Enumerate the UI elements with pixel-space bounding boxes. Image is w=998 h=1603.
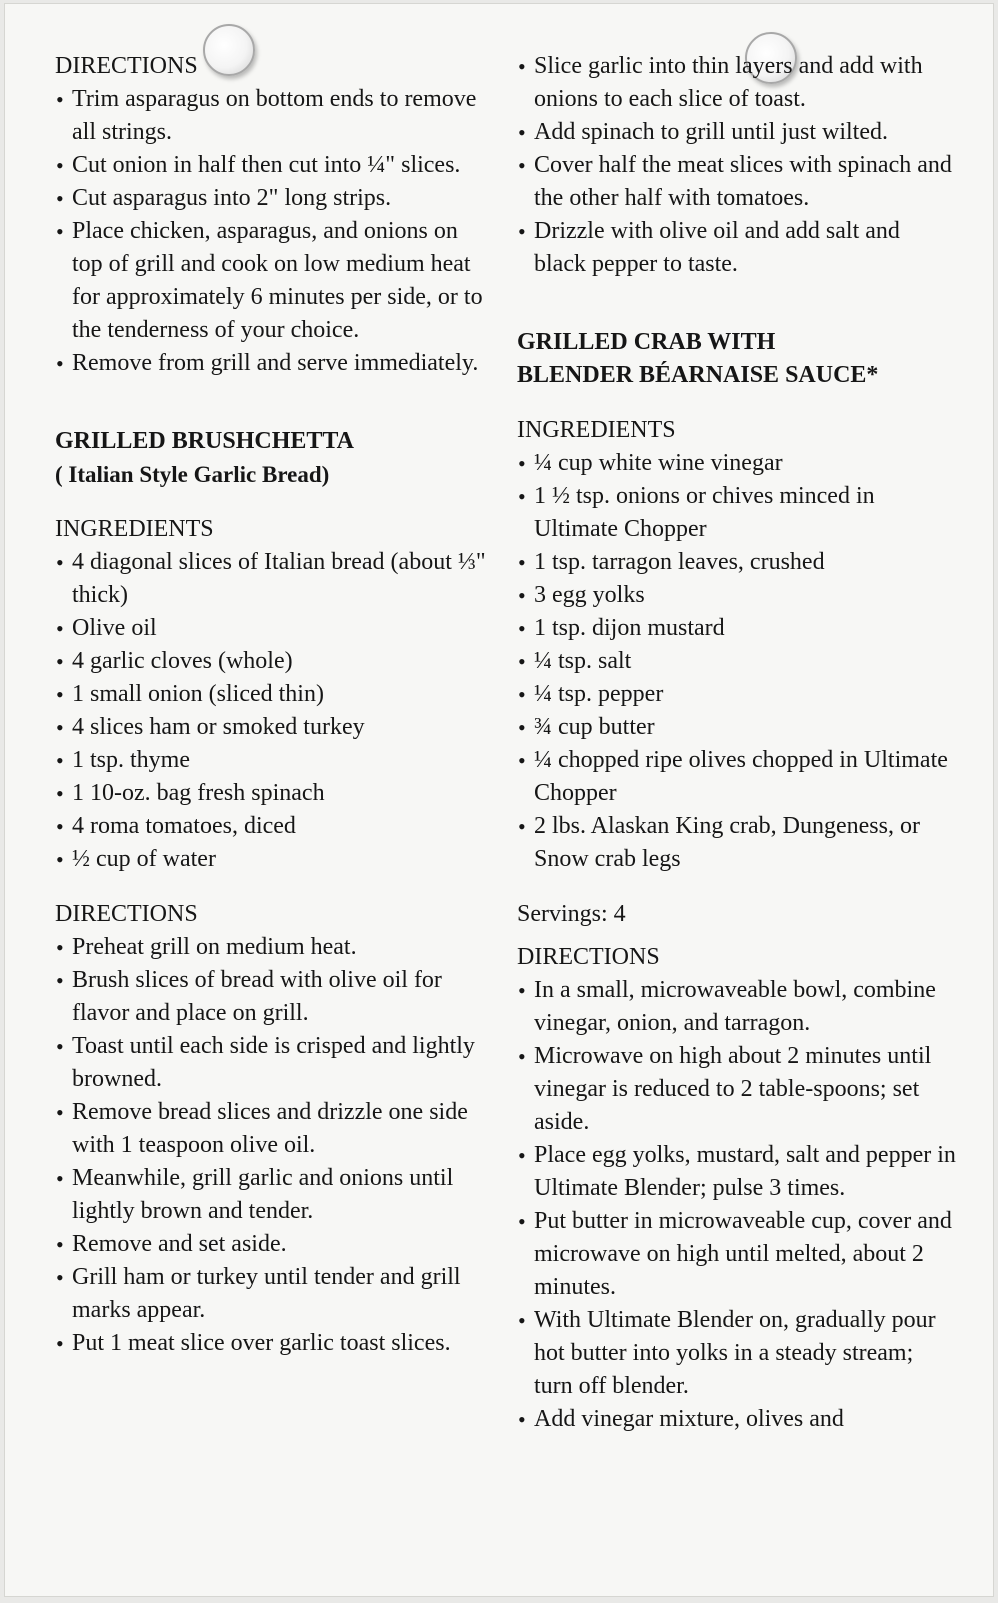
list-item: • Place egg yolks, mustard, salt and pepper in Ultimate Blender; pulse 3 times. (517, 1139, 957, 1205)
list-item: • 1 tsp. thyme (55, 744, 490, 777)
ingredients-heading: INGREDIENTS (517, 417, 676, 443)
list-item: • Remove bread slices and drizzle one side with 1 teaspoon olive oil. (55, 1096, 490, 1162)
list-item: • 4 roma tomatoes, diced (55, 810, 490, 843)
ingredients-heading: INGREDIENTS (55, 516, 214, 542)
list-item: • Add spinach to grill until just wilted. (517, 116, 957, 149)
crab-ingredients-list (517, 447, 957, 876)
directions-heading: DIRECTIONS (55, 901, 198, 927)
list-item: • Slice garlic into thin layers and add with onions to each slice of toast. (517, 50, 957, 116)
list-item: • Cut onion in half then cut into ¼" slices. (55, 149, 490, 182)
recipe-title: GRILLED CRAB WITH (517, 329, 776, 355)
list-item: • Cover half the meat slices with spinach and the other half with tomatoes. (517, 149, 957, 215)
list-item: • With Ultimate Blender on, gradually pour hot butter into yolks in a steady stream; turn off blender. (517, 1304, 957, 1403)
list-item: • Microwave on high about 2 minutes until vinegar is reduced to 2 table-spoons; set aside. (517, 1040, 957, 1139)
list-item: • Drizzle with olive oil and add salt and black pepper to taste. (517, 215, 957, 281)
list-item: • In a small, microwaveable bowl, combine vinegar, onion, and tarragon. (517, 974, 957, 1040)
recipe-title-line-2: BLENDER BÉARNAISE SAUCE* (517, 362, 879, 388)
list-item: • 1 ½ tsp. onions or chives minced in Ultimate Chopper (517, 480, 957, 546)
directions-heading: DIRECTIONS (55, 53, 198, 79)
crab-directions-list (517, 974, 957, 1436)
list-item: • 1 tsp. tarragon leaves, crushed (517, 546, 957, 579)
bruschetta-ingredients-list (55, 546, 490, 876)
list-item: • Put 1 meat slice over garlic toast slices. (55, 1327, 490, 1360)
list-item: • 1 tsp. dijon mustard (517, 612, 957, 645)
list-item: • ¾ cup butter (517, 711, 957, 744)
list-item: • Add vinegar mixture, olives and (517, 1403, 957, 1436)
list-item: • ¼ chopped ripe olives chopped in Ultimate Chopper (517, 744, 957, 810)
list-item: • Remove and set aside. (55, 1228, 490, 1261)
recipe-page (4, 3, 994, 1597)
list-item: • ½ cup of water (55, 843, 490, 876)
list-item: • 1 small onion (sliced thin) (55, 678, 490, 711)
left-column (55, 50, 490, 1360)
directions-heading: DIRECTIONS (517, 944, 660, 970)
list-item: • Cut asparagus into 2" long strips. (55, 182, 490, 215)
list-item: • 3 egg yolks (517, 579, 957, 612)
right-column (517, 50, 957, 1436)
list-item: • 1 10-oz. bag fresh spinach (55, 777, 490, 810)
recipe-subtitle: ( Italian Style Garlic Bread) (55, 462, 330, 487)
list-item: • 4 diagonal slices of Italian bread (about ⅓" thick) (55, 546, 490, 612)
list-item: • ¼ tsp. salt (517, 645, 957, 678)
list-item: • 4 slices ham or smoked turkey (55, 711, 490, 744)
list-item: • Meanwhile, grill garlic and onions until lightly brown and tender. (55, 1162, 490, 1228)
list-item: • ¼ tsp. pepper (517, 678, 957, 711)
asparagus-directions-list (55, 83, 490, 380)
list-item: • Place chicken, asparagus, and onions on top of grill and cook on low medium heat for approximately 6 minutes per side, or to the tenderness of your choice. (55, 215, 490, 347)
list-item: • 4 garlic cloves (whole) (55, 645, 490, 678)
list-item: • Olive oil (55, 612, 490, 645)
bruschetta-directions-list (55, 931, 490, 1360)
list-item: • Trim asparagus on bottom ends to remove all strings. (55, 83, 490, 149)
list-item: • Put butter in microwaveable cup, cover and microwave on high until melted, about 2 minutes. (517, 1205, 957, 1304)
list-item: • Brush slices of bread with olive oil for flavor and place on grill. (55, 964, 490, 1030)
recipe-title: GRILLED BRUSHCHETTA (55, 428, 354, 454)
list-item: • Toast until each side is crisped and lightly browned. (55, 1030, 490, 1096)
list-item: • ¼ cup white wine vinegar (517, 447, 957, 480)
list-item: • Grill ham or turkey until tender and grill marks appear. (55, 1261, 490, 1327)
servings-text: Servings: 4 (517, 901, 626, 927)
list-item: • 2 lbs. Alaskan King crab, Dungeness, or Snow crab legs (517, 810, 957, 876)
list-item: • Preheat grill on medium heat. (55, 931, 490, 964)
bruschetta-directions-continued-list (517, 50, 957, 281)
list-item: • Remove from grill and serve immediately. (55, 347, 490, 380)
